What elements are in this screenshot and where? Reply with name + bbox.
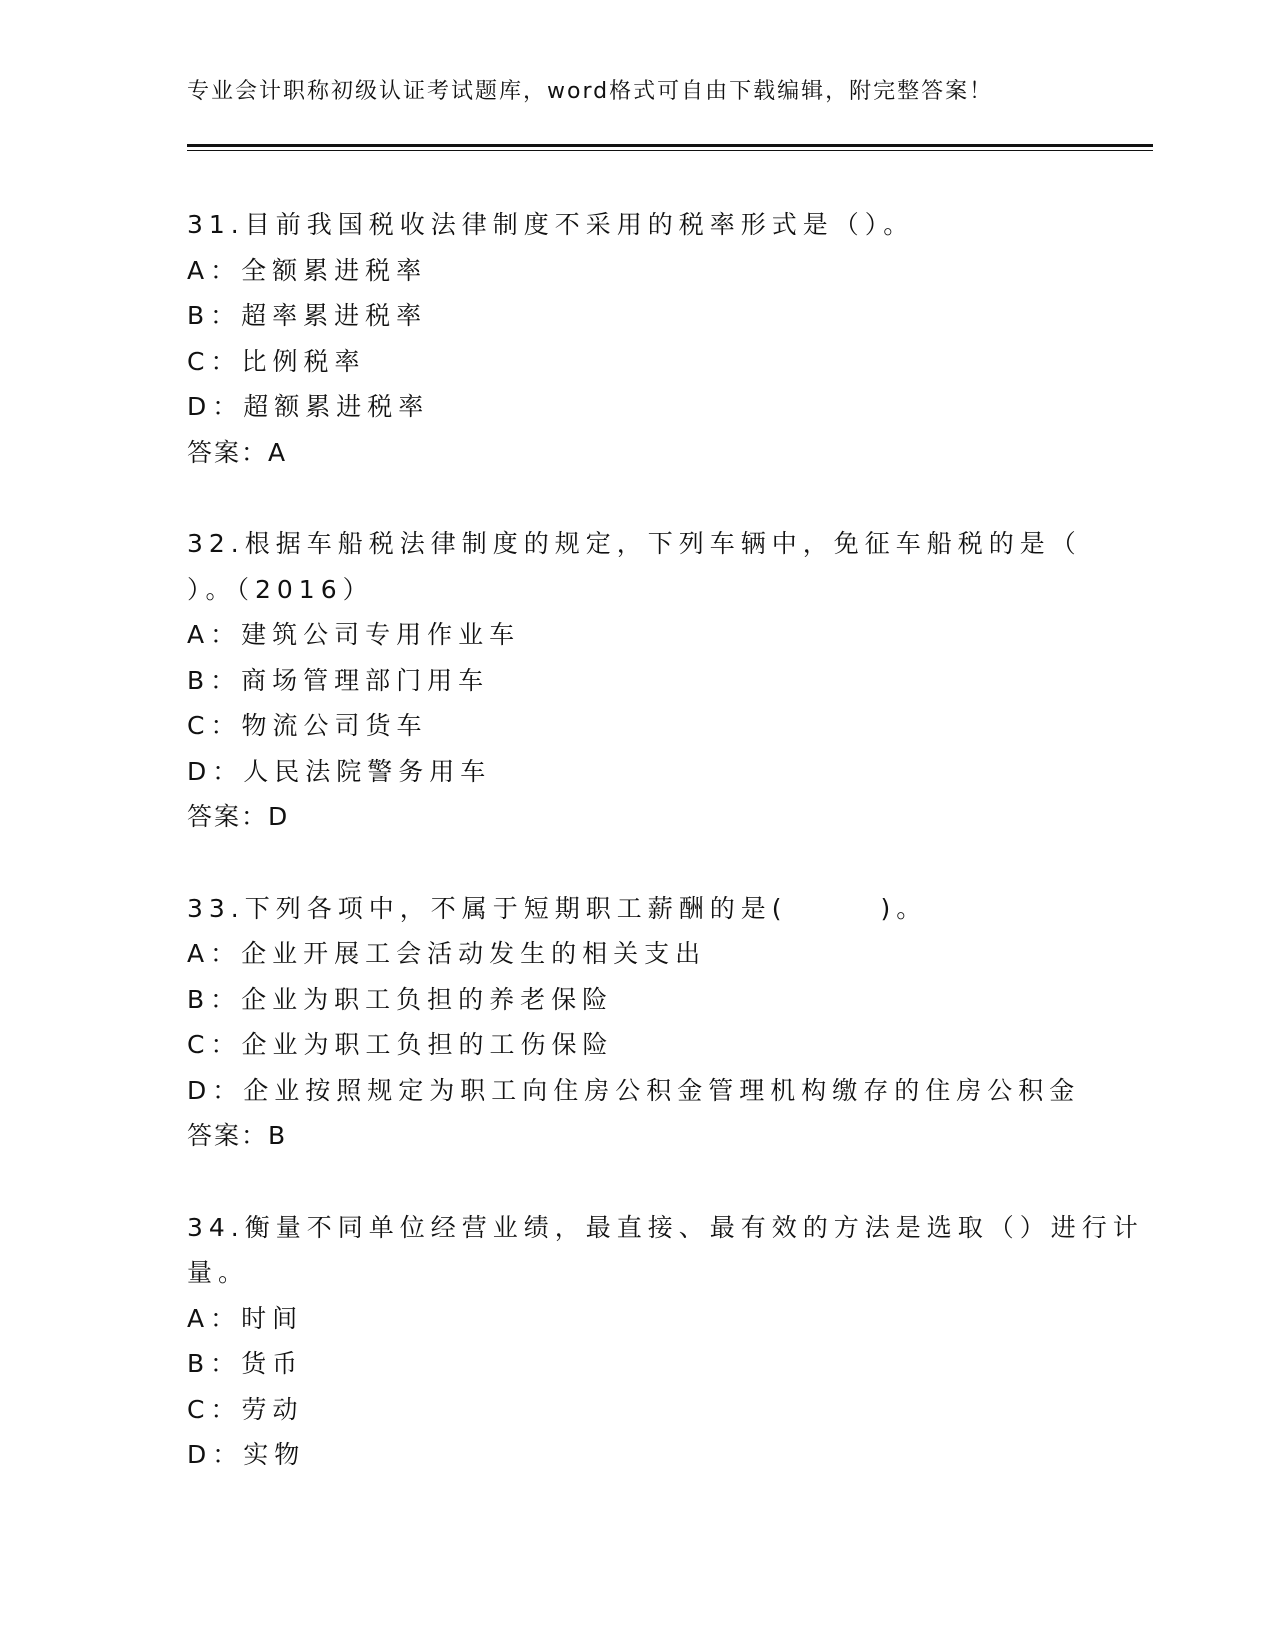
question-stem: 32.根据车船税法律制度的规定，下列车辆中，免征车船税的是（ (187, 529, 1082, 558)
question-stem: 34.衡量不同单位经营业绩，最直接、最有效的方法是选取（）进行计 (187, 1212, 1144, 1242)
question-31 (187, 202, 1087, 475)
option-d: D：实物 (187, 1440, 306, 1469)
question-stem: 31.目前我国税收法律制度不采用的税率形式是（）。 (187, 210, 915, 239)
option-b: B：超率累进税率 (187, 301, 428, 330)
option-a: A：时间 (187, 1303, 304, 1333)
answer: 答案：D (187, 802, 290, 831)
option-c: C：劳动 (187, 1394, 304, 1424)
option-b: B：企业为职工负担的养老保险 (187, 984, 614, 1014)
question-32 (187, 521, 1087, 840)
question-stem-continued: 量。 (187, 1258, 250, 1287)
option-a: A：企业开展工会活动发生的相关支出 (187, 939, 707, 968)
option-c: C：企业为职工负担的工伤保险 (187, 1030, 614, 1059)
option-d: D：超额累进税率 (187, 392, 430, 421)
option-d: D：企业按照规定为职工向住房公积金管理机构缴存的住房公积金 (187, 1075, 1081, 1105)
option-c: C：物流公司货车 (187, 711, 428, 740)
question-34 (187, 1205, 1144, 1478)
question-list (187, 202, 1144, 1524)
option-a: A：建筑公司专用作业车 (187, 620, 521, 649)
answer: 答案：A (187, 437, 288, 467)
question-stem: 33.下列各项中，不属于短期职工薪酬的是( )。 (187, 893, 928, 923)
question-stem-continued: ）。（2016） (187, 574, 374, 604)
page-header: 专业会计职称初级认证考试题库，word格式可自由下载编辑，附完整答案！ (187, 79, 994, 104)
question-33 (187, 886, 1087, 1159)
option-b: B：货币 (187, 1349, 304, 1378)
option-a: A：全额累进税率 (187, 255, 428, 285)
option-b: B：商场管理部门用车 (187, 665, 490, 695)
option-c: C：比例税率 (187, 346, 366, 376)
option-d: D：人民法院警务用车 (187, 756, 492, 786)
answer: 答案：B (187, 1121, 288, 1150)
header-rule (187, 144, 1153, 147)
